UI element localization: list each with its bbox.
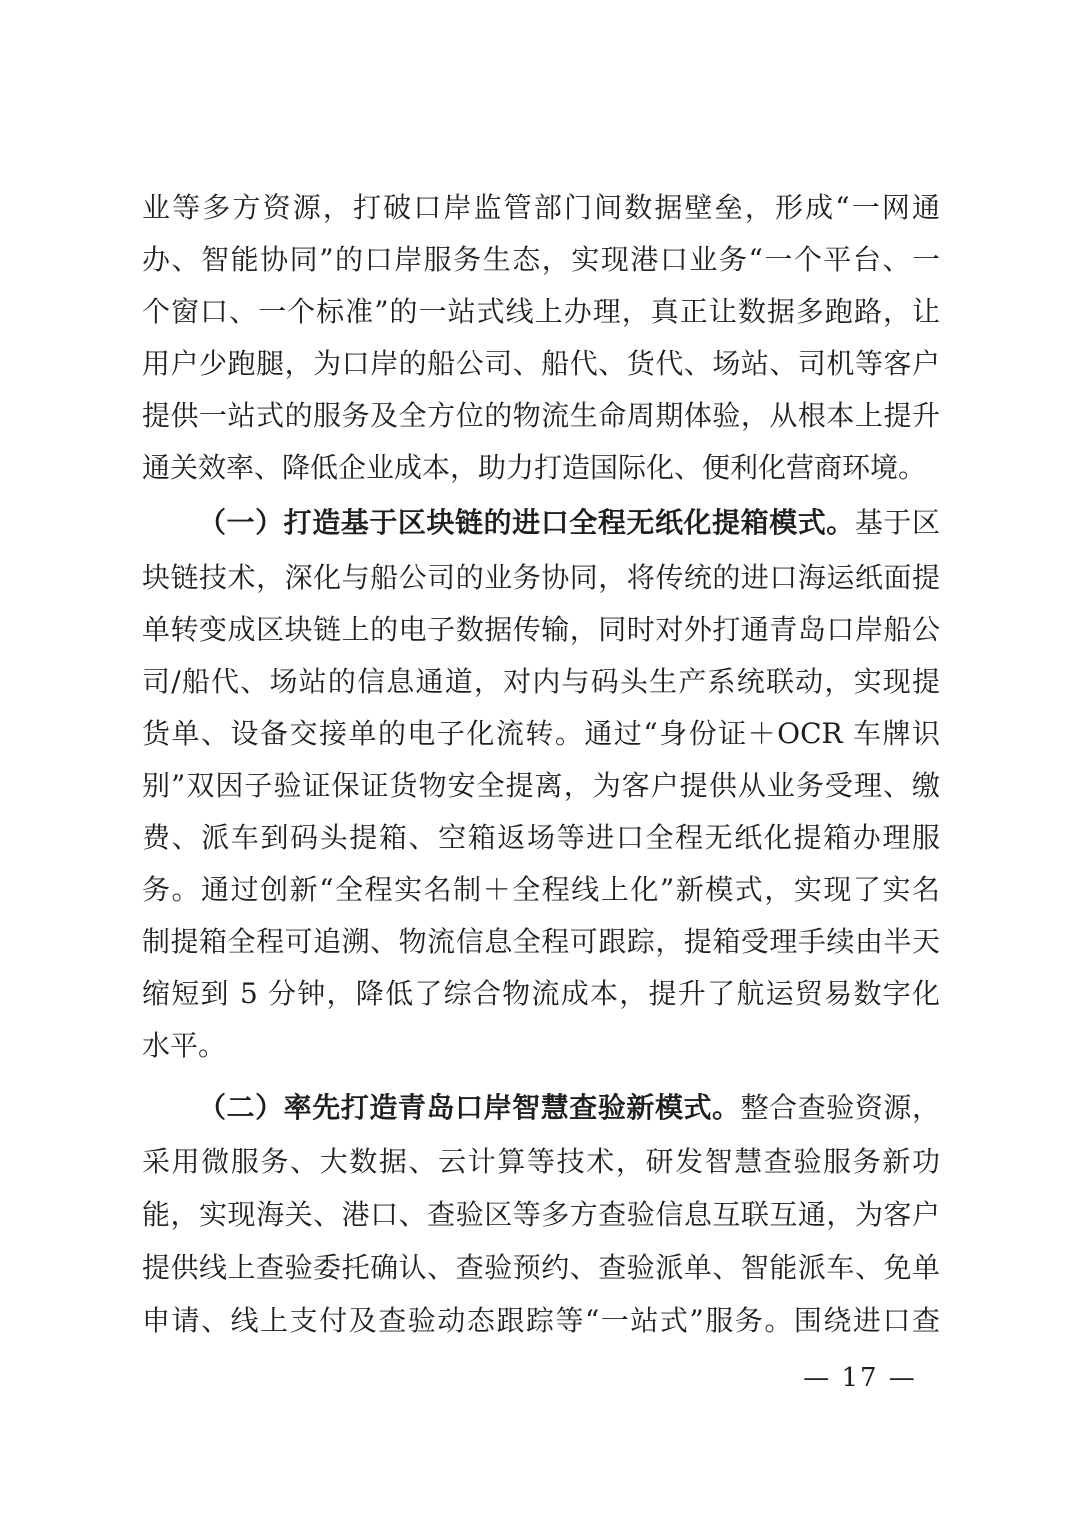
section-2-first-line: [198, 1082, 940, 1134]
paragraph-line: 务。通过创新“全程实名制＋全程线上化”新模式，实现了实名: [142, 873, 940, 906]
paragraph-line: 采用微服务、大数据、云计算等技术，研发智慧查验服务新功: [142, 1145, 940, 1178]
paragraph-line: 提供一站式的服务及全方位的物流生命周期体验，从根本上提升: [142, 399, 940, 432]
paragraph-line: 司/船代、场站的信息通道，对内与码头生产系统联动，实现提: [142, 665, 940, 698]
section-2-heading: （二）率先打造青岛口岸智慧查验新模式。: [198, 1091, 741, 1124]
section-1-heading: （一）打造基于区块链的进口全程无纸化提箱模式。: [198, 506, 855, 539]
paragraph-line: 水平。: [142, 1029, 227, 1062]
paragraph-line: 别”双因子验证保证货物安全提离，为客户提供从业务受理、缴: [142, 769, 940, 802]
paragraph-line: 用户少跑腿，为口岸的船公司、船代、货代、场站、司机等客户: [142, 347, 940, 380]
section-1-heading-tail: 基于区: [854, 506, 940, 539]
section-2-heading-tail: 整合查验资源，: [740, 1091, 940, 1124]
paragraph-line: 提供线上查验委托确认、查验预约、查验派单、智能派车、免单: [142, 1251, 940, 1284]
paragraph-line: 申请、线上支付及查验动态跟踪等“一站式”服务。围绕进口查: [142, 1304, 940, 1337]
section-1-first-line: [198, 497, 940, 549]
paragraph-line: 缩短到 5 分钟，降低了综合物流成本，提升了航运贸易数字化: [142, 977, 940, 1010]
paragraph-line: 个窗口、一个标准”的一站式线上办理，真正让数据多跑路，让: [142, 295, 940, 328]
paragraph-line: 制提箱全程可追溯、物流信息全程可跟踪，提箱受理手续由半天: [142, 925, 940, 958]
paragraph-line: 块链技术，深化与船公司的业务协同，将传统的进口海运纸面提: [142, 561, 940, 594]
paragraph-line: 能，实现海关、港口、查验区等多方查验信息互联互通，为客户: [142, 1198, 940, 1231]
page-number: — 17 —: [803, 1363, 917, 1393]
paragraph-line: 货单、设备交接单的电子化流转。通过“身份证＋OCR 车牌识: [142, 717, 940, 750]
paragraph-line: 办、智能协同”的口岸服务生态，实现港口业务“一个平台、一: [142, 243, 940, 276]
paragraph-line: 业等多方资源，打破口岸监管部门间数据壁垒，形成“一网通: [142, 191, 940, 224]
paragraph-line: 通关效率、降低企业成本，助力打造国际化、便利化营商环境。: [142, 451, 927, 484]
paragraph-line: 单转变成区块链上的电子数据传输，同时对外打通青岛口岸船公: [142, 613, 940, 646]
paragraph-line: 费、派车到码头提箱、空箱返场等进口全程无纸化提箱办理服: [142, 821, 940, 854]
